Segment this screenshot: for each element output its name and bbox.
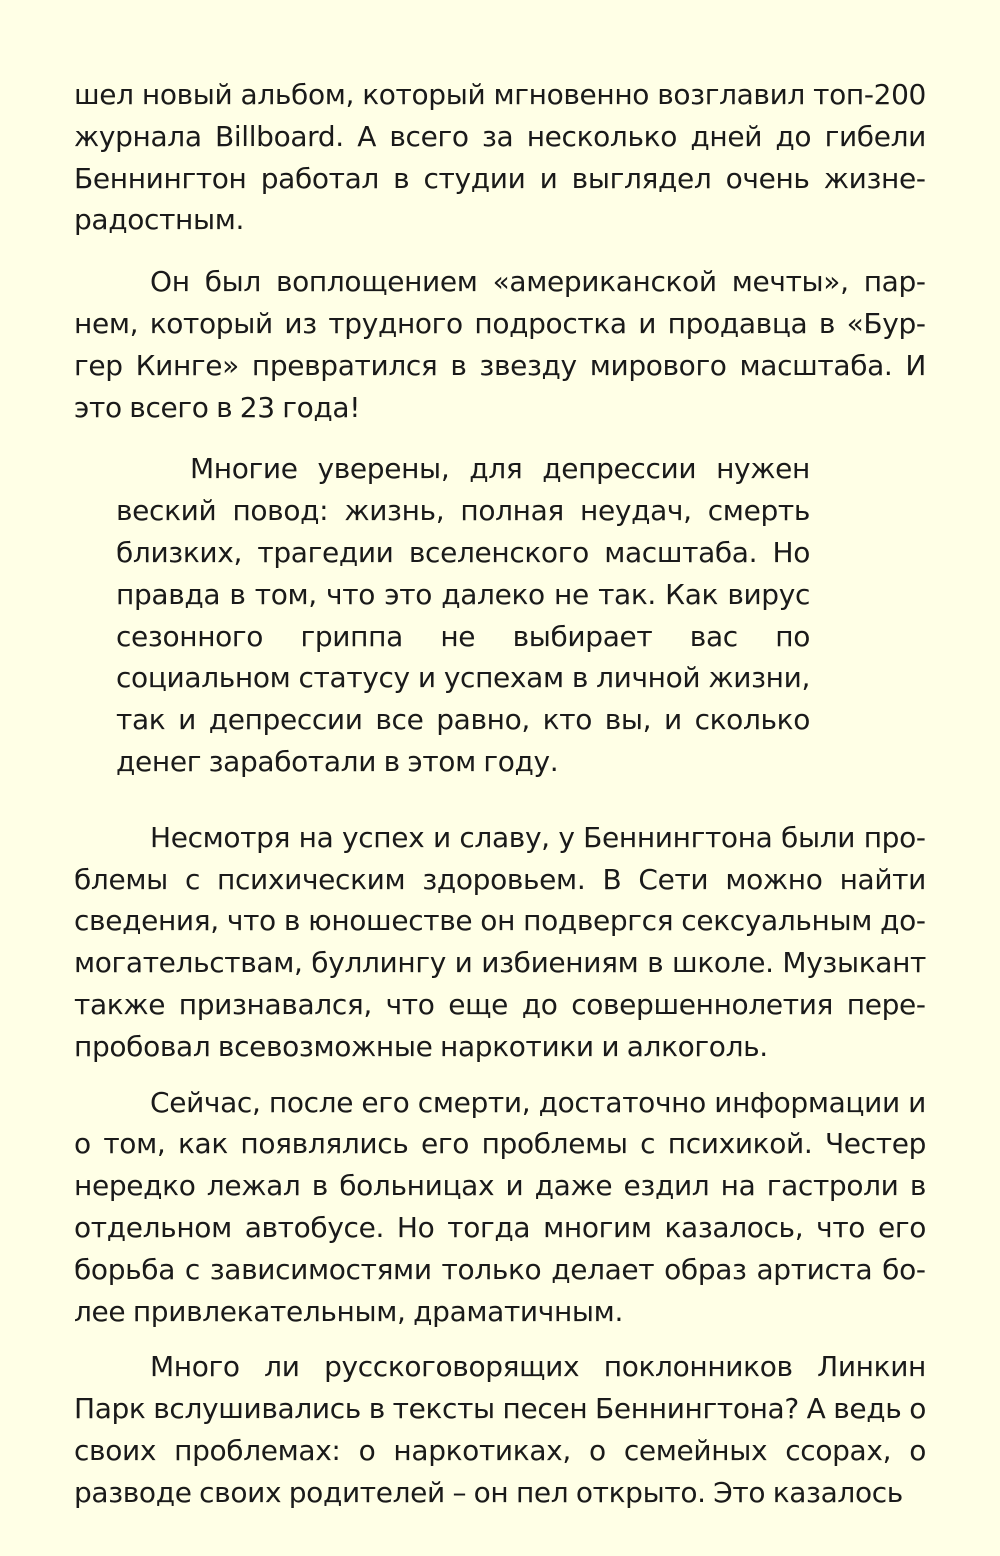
paragraph-mental-health: Несмотря на успех и славу, у Беннингтона были проблемы с психическим здоровьем. В Сети можно найти сведения, что в юношестве он подвергся сексуальным домогательствам, буллингу и избиениям в школе. Музыкант также признавался, что еще до совершеннолетия перепробовал всевозможные наркотики и алкоголь. (74, 820, 926, 1063)
paragraph-continuation: шел новый альбом, который мгновенно возглавил топ-200 журнала Billboard. А всего за несколько дней до гибели Беннингтон работал в студии и выглядел очень жизнерадостным. (74, 78, 926, 237)
paragraph-after-death: Сейчас, после его смерти, достаточно информации и о том, как появлялись его проблемы с психикой. Честер нередко лежал в больницах и даже ездил на гастроли в отдельном автобусе. Но тогда многим казалось, что его борьба с зависимостями только делает образ артиста более привлекательным, драматичным. (74, 1085, 926, 1328)
paragraph-fans: Много ли русскоговорящих поклонников Линкин Парк вслушивались в тексты песен Беннингтона? А ведь о своих проблемах: о наркотиках, о семейных ссорах, о разводе своих родителей – он пел открыто. Это казалось (74, 1350, 926, 1509)
paragraph-american-dream: Он был воплощением «американской мечты», парнем, который из трудного подростка и продавца в «Бургер Кинге» превратился в звезду мирового масштаба. И это всего в 23 года! (74, 265, 926, 424)
indented-quote: Многие уверены, для депрессии нужен веский повод: жизнь, полная неудач, смерть близких, трагедии вселенского масштаба. Но правда в том, что это далеко не так. Как вирус сезонного гриппа не выбирает вас по социальном статусу и успехам в личной жизни, так и депрессии все равно, кто вы, и сколько денег заработали в этом году. (116, 452, 810, 778)
